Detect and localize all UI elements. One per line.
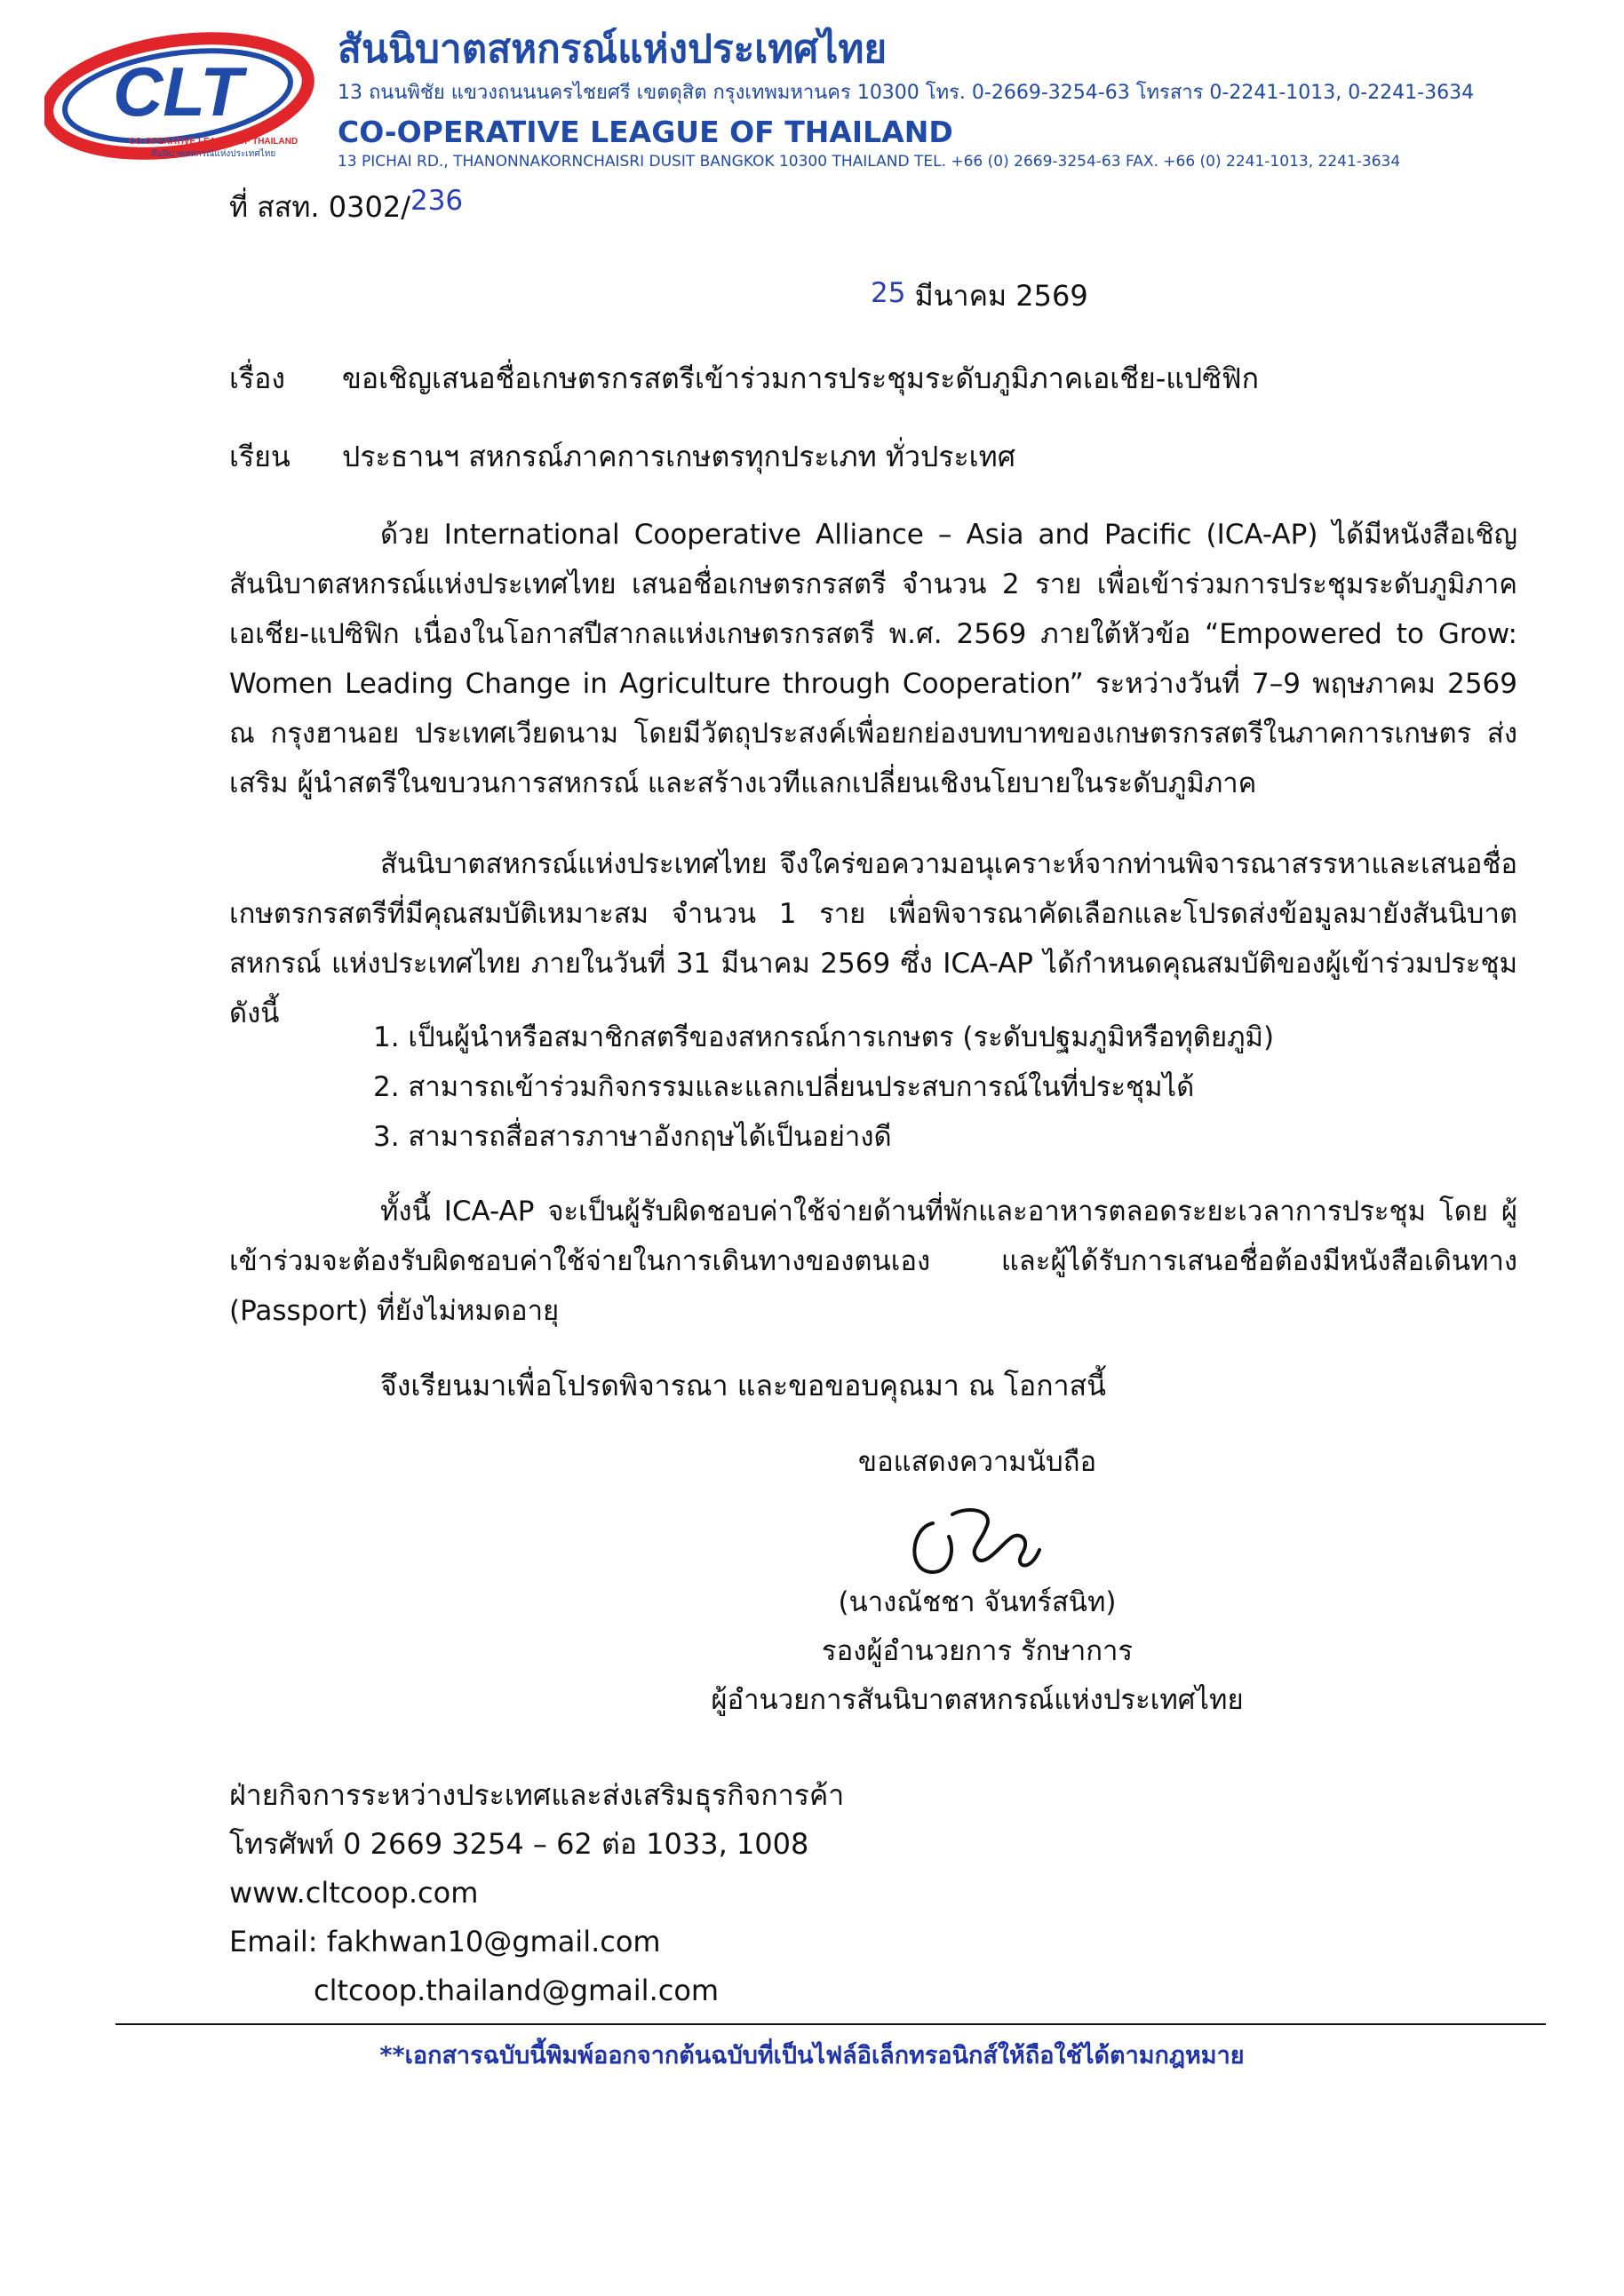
contact-website[interactable]: www.cltcoop.com (229, 1876, 479, 1910)
clt-logo (44, 27, 329, 169)
org-address-thai: 13 ถนนพิชัย แขวงถนนนครไชยศรี เขตดุสิต กรุงเทพมหานคร 10300 โทร. 0-2669-3254-63 โทรสาร 0-2241-1013, 0-2241-3634 (338, 82, 1475, 104)
body-paragraph-3: ทั้งนี้ ICA-AP จะเป็นผู้รับผิดชอบค่าใช้จ่ายด้านที่พักและอาหารตลอดระยะเวลาการประชุม โดย ผู้เข้าร่วมจะต้องรับผิดชอบค่าใช้จ่ายในการเดินทางของตนเอง และผู้ได้รับการเสนอชื่อต้องมีหนังสือเดินทาง (Passport) ที่ยังไม่หมดอายุ (229, 1196, 1517, 1327)
date-month-year: มีนาคม 2569 (914, 279, 1088, 313)
reference-number (229, 182, 463, 233)
signatory-name: (นางณัชชา จันทร์สนิท) (838, 1586, 1117, 1618)
footer-divider (115, 2023, 1546, 2025)
closing-paragraph: จึงเรียนมาเพื่อโปรดพิจารณา และขอขอบคุณมา ณ โอกาสนี้ (380, 1369, 1106, 1402)
contact-department: ฝ่ายกิจการระหว่างประเทศและส่งเสริมธุรกิจการค้า (229, 1778, 845, 1812)
date-day: 25 (871, 277, 906, 309)
subject-text: ขอเชิญเสนอชื่อเกษตรกรสตรีเข้าร่วมการประชุมระดับภูมิภาคเอเชีย-แปซิฟิก (342, 361, 1259, 395)
logo-text: CLT (113, 52, 243, 131)
org-name-english: CO-OPERATIVE LEAGUE OF THAILAND (338, 115, 953, 149)
contact-email-secondary[interactable]: cltcoop.thailand@gmail.com (314, 1974, 720, 2007)
closing-salutation: ขอแสดงความนับถือ (857, 1446, 1097, 1478)
letter-date (871, 271, 1088, 322)
signatory-position: ผู้อำนวยการสันนิบาตสหกรณ์แห่งประเทศไทย (711, 1684, 1244, 1716)
org-name-thai: สันนิบาตสหกรณ์แห่งประเทศไทย (338, 27, 888, 72)
org-address-english: 13 PICHAI RD., THANONNAKORNCHAISRI DUSIT BANGKOK 10300 THAILAND TEL. +66 (0) 2669-3254-63 FAX. +66 (0) 2241-1013, 2241-3634 (338, 153, 1401, 171)
qualifications-list (373, 1013, 1274, 1162)
logo-caption-en: CO-OPERATIVE LEAGUE OF THAILAND (128, 137, 299, 147)
recipient-text: ประธานฯ สหกรณ์ภาคการเกษตรทุกประเภท ทั่วประเทศ (342, 440, 1015, 473)
recipient-label: เรียน (229, 440, 291, 473)
subject-label: เรื่อง (229, 361, 285, 395)
logo-caption-th: สันนิบาตสหกรณ์แห่งประเทศไทย (150, 149, 276, 159)
signatory-title: รองผู้อำนวยการ รักษาการ (821, 1635, 1134, 1667)
list-item: 3. สามารถสื่อสารภาษาอังกฤษได้เป็นอย่างดี (373, 1121, 892, 1153)
contact-email-primary[interactable]: Email: fakhwan10@gmail.com (229, 1925, 661, 1958)
letterhead (36, 27, 1599, 178)
body-paragraph-1: ด้วย International Cooperative Alliance – Asia and Pacific (ICA-AP) ได้มีหนังสือเชิญ สันนิบาตสหกรณ์แห่งประเทศไทย เสนอชื่อเกษตรกรสตรี จำนวน 2 ราย เพื่อเข้าร่วมการประชุมระดับภูมิภาค เอเชีย-แปซิฟิก เนื่องในโอกาสปีสากลแห่งเกษตรกรสตรี พ.ศ. 2569 ภายใต้หัวข้อ “Empowered to Grow: Women Leading Change in Agriculture through Cooperation” ระหว่างวันที่ 7–9 พฤษภาคม 2569 ณ กรุงฮานอย ประเทศเวียดนาม โดยมีวัตถุประสงค์เพื่อยกย่องบทบาทของเกษตรกรสตรีในภาคการเกษตร ส่งเสริม ผู้นำสตรีในขบวนการสหกรณ์ และสร้างเวทีแลกเปลี่ยนเชิงนโยบายในระดับภูมิภาค (229, 519, 1517, 799)
footer-legal-note: **เอกสารฉบับนี้พิมพ์ออกจากต้นฉบับที่เป็นไฟล์อิเล็กทรอนิกส์ให้ถือใช้ได้ตามกฎหมาย (379, 2042, 1245, 2070)
list-item: 1. เป็นผู้นำหรือสมาชิกสตรีของสหกรณ์การเกษตร (ระดับปฐมภูมิหรือทุติยภูมิ) (373, 1021, 1275, 1053)
ref-prefix: ที่ สสท. 0302/ (229, 190, 410, 224)
contact-phone: โทรศัพท์ 0 2669 3254 – 62 ต่อ 1033, 1008 (229, 1827, 809, 1861)
body-paragraph-2: สันนิบาตสหกรณ์แห่งประเทศไทย จึงใคร่ขอความอนุเคราะห์จากท่านพิจารณาสรรหาและเสนอชื่อ เกษตรกรสตรีที่มีคุณสมบัติเหมาะสม จำนวน 1 ราย เพื่อพิจารณาคัดเลือกและโปรดส่งข้อมูลมายังสันนิบาตสหกรณ์ แห่งประเทศไทย ภายในวันที่ 31 มีนาคม 2569 ซึ่ง ICA-AP ได้กำหนดคุณสมบัติของผู้เข้าร่วมประชุม ดังนี้ (229, 848, 1517, 1029)
ref-number: 236 (410, 185, 464, 217)
list-item: 2. สามารถเข้าร่วมกิจกรรมและแลกเปลี่ยนประสบการณ์ในที่ประชุมได้ (373, 1071, 1195, 1103)
